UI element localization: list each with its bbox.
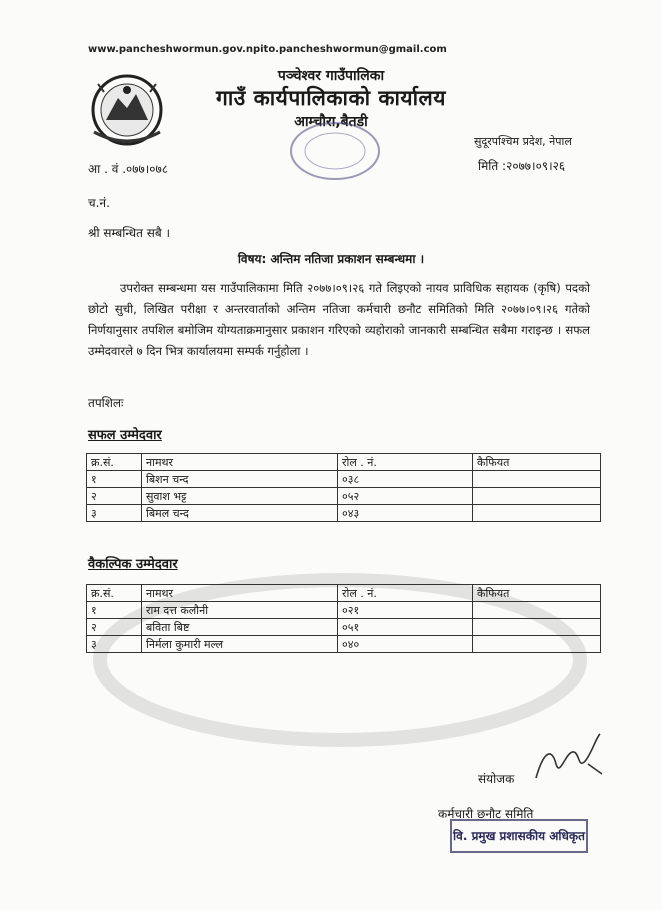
cell-serial: ३ <box>87 636 142 653</box>
header-name: नामथर <box>142 454 338 471</box>
header-roll: रोल . नं. <box>338 585 473 602</box>
alternate-candidates-table <box>86 584 601 653</box>
cell-serial: ३ <box>87 505 142 522</box>
cell-remarks <box>473 602 601 619</box>
office-address: आम्चौरा,बैतडी <box>294 114 368 130</box>
office-name: पञ्चेश्वर गाउँपालिका <box>277 68 385 84</box>
cell-roll: ०५२ <box>338 488 473 505</box>
header-remarks: कैफियत <box>473 454 601 471</box>
letter-body: उपरोक्त सम्बन्धमा यस गाउँपालिकामा मिति २०७७।०९।२६ गते लिइएको नायव प्राविधिक सहायक (कृषि) पदको छोटो सुची, लिखित परीक्षा र अन्तरवार्ताको अन्तिम नतिजा कर्मचारी छनौट समितिको मिति २०७७।०९।२६ गतेको निर्णयानुसार तपशिल बमोजिम योग्यताक्रमानुसार प्रकाशन गरिएको व्यहोराको जानकारी सम्बन्धित सबैमा गराइन्छ । सफल उम्मेदवारले ७ दिन भित्र कार्यालयमा सम्पर्क गर्नुहोला । <box>88 281 590 358</box>
cell-name: बिमल चन्द <box>142 505 338 522</box>
header-roll: रोल . नं. <box>338 454 473 471</box>
cell-name: निर्मला कुमारी मल्ल <box>142 636 338 653</box>
cell-remarks <box>473 488 601 505</box>
successful-candidates-title: सफल उम्मेदवार <box>88 428 162 443</box>
header-remarks: कैफियत <box>473 585 601 602</box>
cell-remarks <box>473 471 601 488</box>
dispatch-number: च.नं. <box>88 196 110 210</box>
alternate-candidates-title: वैकल्पिक उम्मेदवार <box>88 557 178 572</box>
cell-roll: ०४० <box>338 636 473 653</box>
cell-roll: ०३८ <box>338 471 473 488</box>
cell-roll: ०२१ <box>338 602 473 619</box>
cell-remarks <box>473 636 601 653</box>
header-serial: क्र.सं. <box>87 585 142 602</box>
table-header-row <box>87 454 601 471</box>
round-office-seal <box>287 120 383 182</box>
table-header-row <box>87 585 601 602</box>
cell-name: बविता बिष्ट <box>142 619 338 636</box>
fiscal-year-ref: आ . वं .०७७।०७८ <box>88 162 168 176</box>
details-label: तपशिलः <box>88 396 124 410</box>
successful-candidates-table <box>86 453 601 522</box>
letter-subject: विषय: अन्तिम नतिजा प्रकाशन सम्बन्धमा । <box>237 252 425 266</box>
office-title: गाउँ कार्यपालिकाको कार्यालय <box>216 86 446 110</box>
table-row <box>87 471 601 488</box>
committee-label: कर्मचारी छनौट समिति <box>438 807 534 821</box>
cell-name: बिशन चन्द <box>142 471 338 488</box>
cell-serial: १ <box>87 471 142 488</box>
province-label: सुदूरपश्चिम प्रदेश, नेपाल <box>474 135 572 148</box>
cell-serial: २ <box>87 488 142 505</box>
header-email: www.pancheshwormun.gov.npito.pancheshwormun@gmail.com <box>88 44 447 55</box>
table-row <box>87 636 601 653</box>
table-row <box>87 619 601 636</box>
stamp-text: वि. प्रमुख प्रशासकीय अधिकृत <box>453 829 585 843</box>
table-row <box>87 602 601 619</box>
cell-roll: ०४३ <box>338 505 473 522</box>
cell-roll: ०५१ <box>338 619 473 636</box>
cell-remarks <box>473 505 601 522</box>
cell-name: सुवाश भट्ट <box>142 488 338 505</box>
recipient: श्री सम्बन्धित सबै । <box>88 226 171 240</box>
coordinator-label: संयोजक <box>478 772 515 786</box>
cell-remarks <box>473 619 601 636</box>
letter-date: मिति :२०७७।०९।२६ <box>478 159 566 173</box>
cell-serial: १ <box>87 602 142 619</box>
cell-name: राम दत्त कलौनी <box>142 602 338 619</box>
handwritten-signature <box>530 730 610 790</box>
official-stamp <box>449 818 589 854</box>
table-row <box>87 488 601 505</box>
table-row <box>87 505 601 522</box>
header-serial: क्र.सं. <box>87 454 142 471</box>
header-name: नामथर <box>142 585 338 602</box>
cell-serial: २ <box>87 619 142 636</box>
